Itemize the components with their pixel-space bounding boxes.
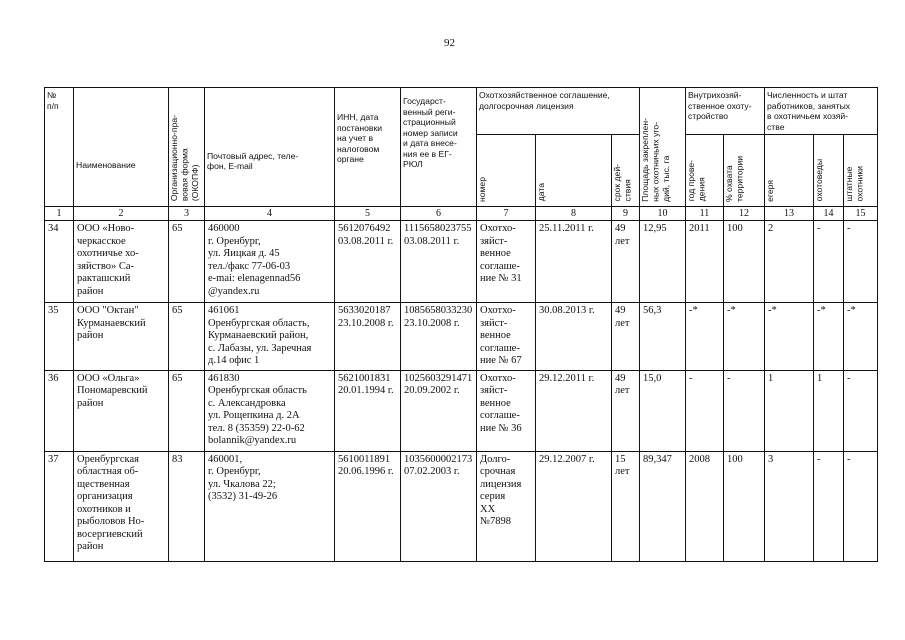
staff-regular: - (844, 221, 878, 303)
header-address: Почтовый адрес, теле- фон, E-mail (205, 88, 335, 207)
staff-regular: - (844, 451, 878, 561)
column-number: 10 (640, 207, 686, 221)
column-number: 3 (169, 207, 205, 221)
column-number: 8 (536, 207, 612, 221)
page-number: 92 (444, 37, 455, 49)
agreement-date: 25.11.2011 г. (536, 221, 612, 303)
row-num: 36 (45, 370, 74, 451)
planning-year: 2008 (686, 451, 724, 561)
org-name: ООО «Ольга» Пономаревский район (74, 370, 169, 451)
header-agreement-group: Охотхозяйственное соглашение, долгосрочная лицензия (477, 88, 640, 135)
agreement-term: 49 лет (612, 221, 640, 303)
table-row (45, 221, 878, 303)
area-value: 15,0 (640, 370, 686, 451)
column-number: 15 (844, 207, 878, 221)
inn-value: 5612076492 03.08.2011 г. (335, 221, 401, 303)
header-ogrn: Государст- венный реги- страционный номер записи и дата внесе- ния ее в ЕГ- РЮЛ (401, 88, 477, 207)
staff-huntsmen: 3 (765, 451, 814, 561)
org-name: Оренбургская областная об- щественная организация охотников и рыболовов Но- восергиевский район (74, 451, 169, 561)
row-num: 35 (45, 303, 74, 371)
column-number: 12 (724, 207, 765, 221)
staff-hunters: -* (814, 303, 844, 371)
header-planning-group: Внутрихозяй- ственное охоту- стройство (686, 88, 765, 135)
org-name: ООО «Ново- черкасское охотничье хо- зяйство» Са- ракташский район (74, 221, 169, 303)
staff-hunters: - (814, 221, 844, 303)
header-staff-group: Численность и штат работников, занятых в охотничьем хозяй- стве (765, 88, 878, 135)
column-number: 11 (686, 207, 724, 221)
column-number: 5 (335, 207, 401, 221)
staff-hunters: 1 (814, 370, 844, 451)
header-area: Площадь закреплен- ных охотничьих уго- дий, тыс. га (640, 88, 686, 207)
staff-huntsmen: 2 (765, 221, 814, 303)
header-staff-huntsmen: егеря (765, 135, 814, 207)
agreement-number: Охотхо- зяйст- венное соглаше- ние № 67 (477, 303, 536, 371)
header-staff-regular: штатные охотники (844, 135, 878, 207)
ogrn-value: 1025603291471 20.09.2002 г. (401, 370, 477, 451)
postal-address: 460001, г. Оренбург, ул. Чкалова 22; (3532) 31-49-26 (205, 451, 335, 561)
column-number: 2 (74, 207, 169, 221)
inn-value: 5610011891 20.06.1996 г. (335, 451, 401, 561)
header-agreement-number: номер (477, 135, 536, 207)
row-num: 37 (45, 451, 74, 561)
planning-year: 2011 (686, 221, 724, 303)
agreement-term: 49 лет (612, 370, 640, 451)
planning-coverage: -* (724, 303, 765, 371)
ogrn-value: 1085658033230 23.10.2008 г. (401, 303, 477, 371)
header-planning-year: год прове- дения (686, 135, 724, 207)
header-staff-hunters: охотоведы (814, 135, 844, 207)
staff-regular: -* (844, 303, 878, 371)
header-num: № п/п (45, 88, 74, 207)
planning-coverage: 100 (724, 221, 765, 303)
org-name: ООО "Октан" Курманаевский район (74, 303, 169, 371)
ogrn-value: 1115658023755 03.08.2011 г. (401, 221, 477, 303)
column-number: 14 (814, 207, 844, 221)
hunting-registry-table (44, 87, 878, 562)
inn-value: 5633020187 23.10.2008 г. (335, 303, 401, 371)
table-row (45, 303, 878, 371)
header-planning-coverage: % охвата территории (724, 135, 765, 207)
column-number: 13 (765, 207, 814, 221)
header-agreement-term: срок дей- ствия (612, 135, 640, 207)
area-value: 89,347 (640, 451, 686, 561)
agreement-number: Долго- срочная лицензия серия ХХ №7898 (477, 451, 536, 561)
org-form: 83 (169, 451, 205, 561)
staff-huntsmen: 1 (765, 370, 814, 451)
agreement-number: Охотхо- зяйст- венное соглаше- ние № 31 (477, 221, 536, 303)
header-inn: ИНН, дата постановки на учет в налоговом органе (335, 88, 401, 207)
org-form: 65 (169, 221, 205, 303)
org-form: 65 (169, 303, 205, 371)
row-num: 34 (45, 221, 74, 303)
agreement-number: Охотхо- зяйст- венное соглаше- ние № 36 (477, 370, 536, 451)
agreement-term: 49 лет (612, 303, 640, 371)
header-name: Наименование (74, 88, 169, 207)
agreement-date: 29.12.2007 г. (536, 451, 612, 561)
table-row (45, 370, 878, 451)
header-agreement-date: дата (536, 135, 612, 207)
staff-regular: - (844, 370, 878, 451)
column-number: 9 (612, 207, 640, 221)
staff-huntsmen: -* (765, 303, 814, 371)
column-number: 6 (401, 207, 477, 221)
planning-year: -* (686, 303, 724, 371)
postal-address: 460000 г. Оренбург, ул. Яицкая д. 45 тел./факс 77-06-03 e-mai: elenagennad56 @yandex.ru (205, 221, 335, 303)
postal-address: 461830 Оренбургская область с. Александровка ул. Рощепкина д. 2А тел. 8 (35359) 22-0-62 bolannik@yandex.ru (205, 370, 335, 451)
org-form: 65 (169, 370, 205, 451)
inn-value: 5621001831 20.01.1994 г. (335, 370, 401, 451)
ogrn-value: 1035600002173 07.02.2003 г. (401, 451, 477, 561)
area-value: 56,3 (640, 303, 686, 371)
column-number-row (45, 207, 878, 221)
column-number: 7 (477, 207, 536, 221)
agreement-term: 15 лет (612, 451, 640, 561)
planning-coverage: 100 (724, 451, 765, 561)
header-org-form: Организационно-пра- вовая форма (ОКОПФ) (169, 88, 205, 207)
column-number: 1 (45, 207, 74, 221)
agreement-date: 29.12.2011 г. (536, 370, 612, 451)
postal-address: 461061 Оренбургская область, Курманаевский район, с. Лабазы, ул. Заречная д.14 офис 1 (205, 303, 335, 371)
column-number: 4 (205, 207, 335, 221)
area-value: 12,95 (640, 221, 686, 303)
planning-coverage: - (724, 370, 765, 451)
table-row (45, 451, 878, 561)
staff-hunters: - (814, 451, 844, 561)
planning-year: - (686, 370, 724, 451)
agreement-date: 30.08.2013 г. (536, 303, 612, 371)
